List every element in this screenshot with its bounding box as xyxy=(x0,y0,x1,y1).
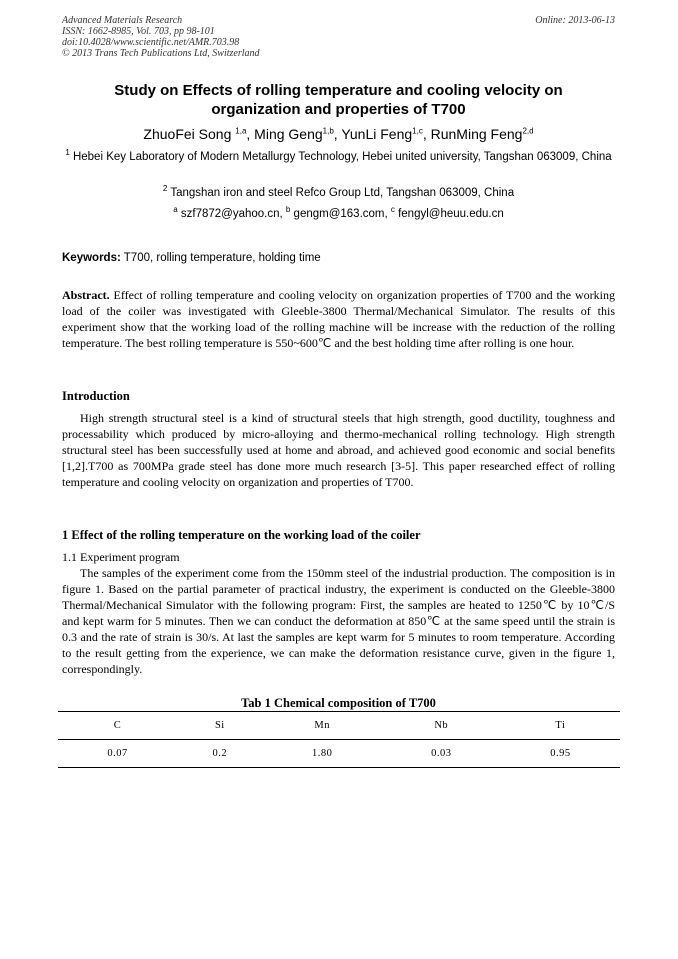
journal-header xyxy=(62,15,260,59)
email-text: gengm@163.com, xyxy=(290,208,391,220)
table-header-cell: Si xyxy=(177,712,263,740)
table-header-cell: Ti xyxy=(501,712,620,740)
author-name: RunMing Feng xyxy=(430,126,523,142)
email-mark: c xyxy=(390,205,395,215)
table-header-cell: Mn xyxy=(263,712,382,740)
keywords-label: Keywords: xyxy=(62,252,121,264)
introduction-text: High strength structural steel is a kind of structural steels that high strength, good ductility, toughness and processability which produced by micro-alloying and thermo-mechanical rolling technology. High strength structural steel has been successfully used at home and abroad, and achieved good economic and social benefits [1,2].T700 as 700MPa grade steel has done more much research [3-5]. This paper researched effect of rolling temperature and cooling velocity on organization and properties of T700. xyxy=(62,411,615,489)
table-cell: 0.07 xyxy=(58,740,177,768)
author-affiliation-mark: 1,c xyxy=(412,126,423,136)
keywords-text: T700, rolling temperature, holding time xyxy=(120,252,321,264)
table-row xyxy=(58,740,620,768)
keywords xyxy=(62,250,615,266)
author-separator: , xyxy=(246,126,255,142)
table-header-cell: C xyxy=(58,712,177,740)
table-cell: 0.95 xyxy=(501,740,620,768)
table-header-row xyxy=(58,712,620,740)
title-line-1: Study on Effects of rolling temperature and cooling velocity on xyxy=(114,82,563,99)
author-name: Ming Geng xyxy=(254,126,323,142)
email-text: szf7872@yahoo.cn, xyxy=(177,208,286,220)
table-header-cell: Nb xyxy=(382,712,501,740)
author-affiliation-mark: 2,d xyxy=(522,126,534,136)
abstract xyxy=(62,287,615,351)
author-separator: , xyxy=(422,126,431,142)
abstract-text: Effect of rolling temperature and cooling velocity on organization properties of T700 and the working load of the coiler was investigated with Gleeble-3800 Thermal/Mechanical Simulator. The results of this experiment show that the working load of the rolling machine will be increase with the reduction of the rolling temperature. The best rolling temperature is 550~600℃ and the best holding time after rolling is one hour. xyxy=(62,288,615,350)
doi-line: doi:10.4028/www.scientific.net/AMR.703.98 xyxy=(62,37,240,48)
abstract-label: Abstract. xyxy=(62,288,110,302)
subsection-1-1-heading: 1.1 Experiment program xyxy=(62,550,180,564)
email-mark: b xyxy=(285,205,291,215)
email-text: fengyl@heuu.edu.cn xyxy=(394,208,504,220)
copyright-line: © 2013 Trans Tech Publications Ltd, Switzerland xyxy=(62,48,260,59)
author-affiliation-mark: 1,b xyxy=(322,126,334,136)
table-title: Tab 1 Chemical composition of T700 xyxy=(241,696,436,710)
introduction-heading: Introduction xyxy=(62,389,130,403)
affiliation-1 xyxy=(62,149,615,165)
author-emails xyxy=(62,206,615,222)
paper-title xyxy=(62,81,615,119)
author-name: ZhuoFei Song xyxy=(143,126,236,142)
composition-table xyxy=(58,711,620,768)
author-name: YunLi Feng xyxy=(341,126,413,142)
author-affiliation-mark: 1,a xyxy=(235,126,247,136)
section-1-heading: 1 Effect of the rolling temperature on the working load of the coiler xyxy=(62,528,421,542)
affiliation-mark: 2 xyxy=(162,184,168,194)
online-date: Online: 2013-06-13 xyxy=(535,15,615,26)
affiliation-mark: 1 xyxy=(65,148,70,158)
affiliation-text: Tangshan iron and steel Refco Group Ltd, Tangshan 063009, China xyxy=(167,187,515,199)
table-cell: 0.03 xyxy=(382,740,501,768)
journal-name: Advanced Materials Research xyxy=(62,15,183,26)
table-cell: 1.80 xyxy=(263,740,382,768)
experiment-program-text: The samples of the experiment come from the 150mm steel of the industrial production. The composition is in figure 1. Based on the partial parameter of practical industry, the experiment is conducted on the Gleeble-3800 Thermal/Mechanical Simulator with the following program: First, the samples are heated to 1250℃ by 10℃/S and kept warm for 5 minutes. Then we can conduct the deformation at 850℃ at the same speed until the strain is 0.3 and the rate of strain is 30/s. At last the samples are kept warm for 5 minutes to room temperature. According to the result getting from the experience, we can make the deformation resistance curve, given in the figure 1, correspondingly. xyxy=(62,566,615,676)
author-list xyxy=(62,125,615,143)
affiliation-2 xyxy=(62,185,615,201)
title-line-2: organization and properties of T700 xyxy=(211,101,466,118)
affiliation-text: Hebei Key Laboratory of Modern Metallurgy Technology, Hebei united university, Tangshan 063009, China xyxy=(69,151,612,163)
issn-line: ISSN: 1662-8985, Vol. 703, pp 98-101 xyxy=(62,26,215,37)
email-mark: a xyxy=(173,205,178,215)
table-cell: 0.2 xyxy=(177,740,263,768)
author-separator: , xyxy=(333,126,342,142)
